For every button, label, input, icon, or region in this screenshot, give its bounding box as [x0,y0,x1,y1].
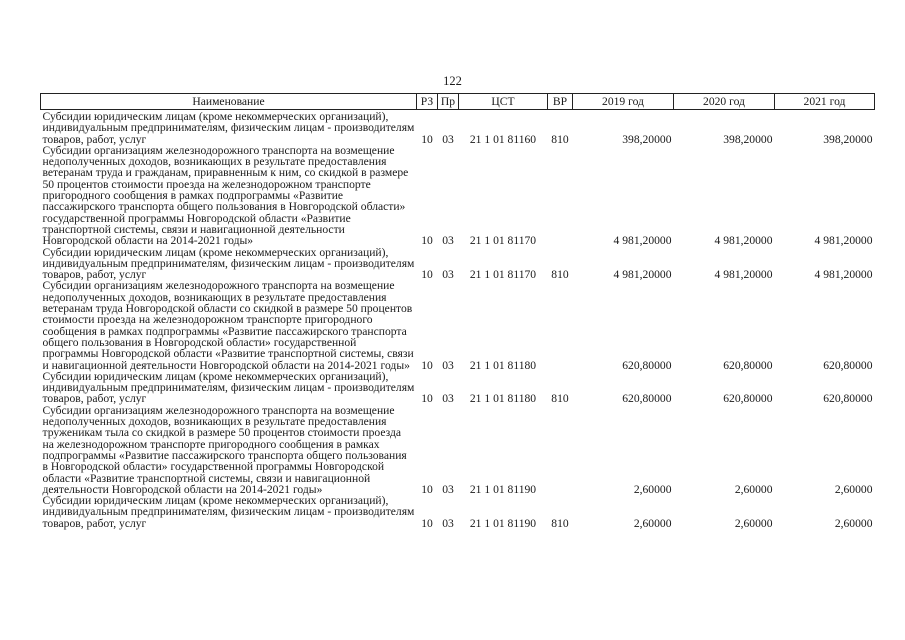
row-vr: 810 [551,392,569,406]
row-pr: 03 [442,392,454,406]
row-2021: 620,80000 [823,392,873,406]
row-2020: 620,80000 [723,358,773,372]
row-rz: 10 [421,268,433,282]
row-2020: 2,60000 [734,482,773,496]
row-name: Субсидии юридическим лицам (кроме некоммерческих организаций), индивидуальным предпринимателям, физическим лицам - производителям товаров, работ, услуг [42,369,415,406]
row-2021: 4 981,20000 [814,268,873,282]
row-cst: 21 1 01 81160 [469,132,537,146]
table-row [41,145,875,247]
row-vr: 810 [551,268,569,282]
row-2021: 398,20000 [823,132,873,146]
row-cst: 21 1 01 81170 [469,234,537,248]
row-2021: 2,60000 [834,516,873,530]
row-vr: 810 [551,516,569,530]
row-2019: 2,60000 [633,516,672,530]
row-pr: 03 [442,268,454,282]
row-vr [548,280,573,370]
row-2021: 4 981,20000 [814,234,873,248]
row-pr: 03 [442,482,454,496]
row-name: Субсидии юридическим лицам (кроме некоммерческих организаций), индивидуальным предпринимателям, физическим лицам - производителям товаров, работ, услуг [42,494,415,530]
row-pr: 03 [442,132,454,146]
row-vr [548,405,573,495]
header-2019: 2019 год [573,94,674,110]
row-2019: 620,80000 [622,392,672,406]
row-rz: 10 [421,392,433,406]
page-number: 122 [443,74,462,88]
row-name: Субсидии организациям железнодорожного транспорта на возмещение недополученных доходов, возникающих в результате предоставления труженикам тыла со скидкой в размере 50 процентов стоимости проезда на железнодорожном транспорте пригородного сообщения в рамках подпрограммы «Развитие пассажирского транспорта общего пользования в Новгородской области» государственной программы Новгородской области «Развитие транспортной системы, связи и навигационной деятельности Новгородской области на 2014-2021 годы» [42,403,407,496]
row-2019: 4 981,20000 [613,234,672,248]
row-2021: 620,80000 [823,358,873,372]
row-vr: 810 [551,132,569,146]
row-rz: 10 [421,234,433,248]
row-2019: 4 981,20000 [613,268,672,282]
table-row [41,247,875,281]
row-2020: 398,20000 [723,132,773,146]
row-cst: 21 1 01 81180 [469,358,537,372]
row-rz: 10 [421,358,433,372]
table-row [41,405,875,495]
row-vr [548,145,573,247]
header-2020: 2020 год [674,94,775,110]
row-pr: 03 [442,234,454,248]
row-cst: 21 1 01 81170 [469,268,537,282]
row-rz: 10 [421,516,433,530]
row-rz: 10 [421,482,433,496]
table-row [41,280,875,370]
row-pr: 03 [442,358,454,372]
row-rz: 10 [421,132,433,146]
row-name: Субсидии организациям железнодорожного транспорта на возмещение недополученных доходов, возникающих в результате предоставления ветеранам труда и гражданам, приравненным к ним, со скидкой в размере 50 процентов стоимости проезда на железнодорожном транспорте пригородного сообщения в рамках подпрограммы «Развитие пассажирского транспорта общего пользования в Новгородской области» государственной программы Новгородской области «Развитие транспортной системы, связи и навигационной деятельности Новгородской области на 2014-2021 годы» [42,143,409,248]
row-name: Субсидии организациям железнодорожного транспорта на возмещение недополученных доходов, возникающих в результате предоставления ветеранам труда Новгородской области со скидкой в размере 50 процентов стоимости проезда на железнодорожном транспорте пригородного сообщения в рамках подпрограммы «Развитие пассажирского транспорта общего пользования в Новгородской области» государственной программы Новгородской области «Развитие транспортной системы, связи и навигационной деятельности Новгородской области на 2014-2021 годы» [42,279,414,372]
header-vr: ВР [548,94,573,110]
row-2020: 620,80000 [723,392,773,406]
row-cst: 21 1 01 81190 [469,482,537,496]
budget-table [40,93,875,529]
row-name: Субсидии юридическим лицам (кроме некоммерческих организаций), индивидуальным предпринимателям, физическим лицам - производителям товаров, работ, услуг [42,110,415,146]
table-row [41,371,875,405]
row-name: Субсидии юридическим лицам (кроме некоммерческих организаций), индивидуальным предпринимателям, физическим лицам - производителям товаров, работ, услуг [42,245,415,282]
row-2021: 2,60000 [834,482,873,496]
header-cst: ЦСТ [459,94,548,110]
table-row [41,110,875,145]
row-cst: 21 1 01 81180 [469,392,537,406]
table-row [41,495,875,529]
row-2020: 2,60000 [734,516,773,530]
row-pr: 03 [442,516,454,530]
header-rz: РЗ [417,94,438,110]
row-cst: 21 1 01 81190 [469,516,537,530]
row-2019: 2,60000 [633,482,672,496]
header-name: Наименование [41,94,417,110]
row-2020: 4 981,20000 [714,268,773,282]
row-2020: 4 981,20000 [714,234,773,248]
header-2021: 2021 год [775,94,875,110]
header-pr: Пр [438,94,459,110]
table-header-row [41,94,875,110]
row-2019: 398,20000 [622,132,672,146]
row-2019: 620,80000 [622,358,672,372]
